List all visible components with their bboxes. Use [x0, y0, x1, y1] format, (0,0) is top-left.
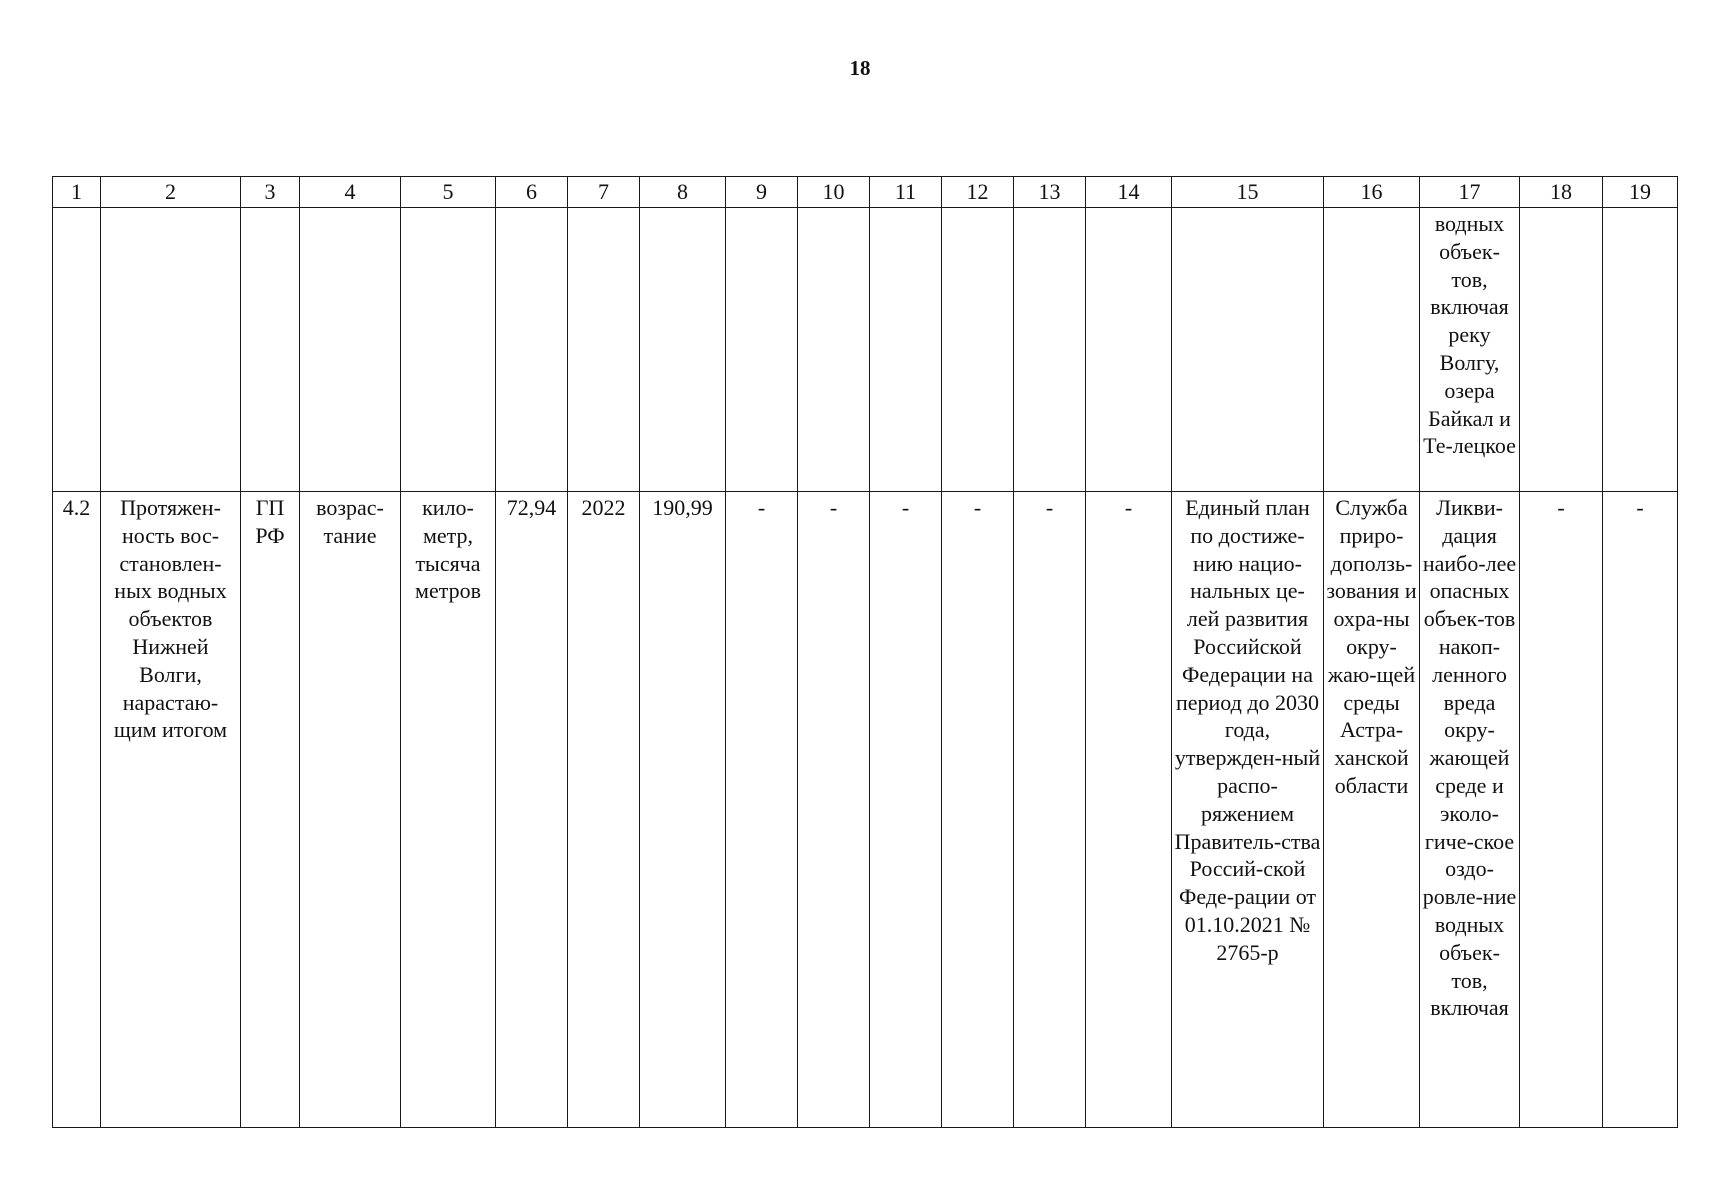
- table-cell: возрас-тание: [300, 492, 401, 1128]
- table-cell: -: [726, 492, 798, 1128]
- table-cell: [53, 208, 101, 492]
- page-number: 18: [849, 56, 871, 80]
- header-cell: 17: [1420, 177, 1520, 208]
- table-cell: 72,94: [496, 492, 568, 1128]
- table-cell: -: [870, 492, 942, 1128]
- table-cell: [568, 208, 640, 492]
- table-cell: -: [1520, 492, 1603, 1128]
- table-cell: -: [1014, 492, 1086, 1128]
- header-cell: 19: [1603, 177, 1678, 208]
- table-cell: [496, 208, 568, 492]
- header-cell: 1: [53, 177, 101, 208]
- table-cell: Протяжен-ность вос-становлен-ных водных объектов Нижней Волги, нарастаю-щим итогом: [101, 492, 241, 1128]
- table-cell: [870, 208, 942, 492]
- table-cell: -: [1603, 492, 1678, 1128]
- table-cell: [1603, 208, 1678, 492]
- header-cell: 18: [1520, 177, 1603, 208]
- header-cell: 2: [101, 177, 241, 208]
- header-cell: 10: [798, 177, 870, 208]
- table-cell: Ликви-дация наибо-лее опасных объек-тов накоп-ленного вреда окру-жающей среде и эколо-гиче-ское оздо-ровле-ние водных объек-тов, включая: [1420, 492, 1520, 1128]
- table-cell: [942, 208, 1014, 492]
- table-cell: [1324, 208, 1420, 492]
- table-cell: -: [942, 492, 1014, 1128]
- header-cell: 6: [496, 177, 568, 208]
- table-row: [53, 492, 1678, 1128]
- table-cell: [1172, 208, 1324, 492]
- table-cell: Единый план по достиже-нию нацио-нальных це-лей развития Российской Федерации на период до 2030 года, утвержден-ный распо-ряжением Правитель-ства Россий-ской Феде-рации от 01.10.2021 № 2765-р: [1172, 492, 1324, 1128]
- table-cell: 190,99: [640, 492, 726, 1128]
- table-cell: кило-метр, тысяча метров: [401, 492, 496, 1128]
- table-header-row: [53, 177, 1678, 208]
- header-cell: 14: [1086, 177, 1172, 208]
- table-cell: [300, 208, 401, 492]
- table-cell: -: [798, 492, 870, 1128]
- header-cell: 13: [1014, 177, 1086, 208]
- table-cell: ГП РФ: [241, 492, 300, 1128]
- table-cell: [1086, 208, 1172, 492]
- header-cell: 5: [401, 177, 496, 208]
- header-cell: 16: [1324, 177, 1420, 208]
- table-cell: [241, 208, 300, 492]
- header-cell: 7: [568, 177, 640, 208]
- header-cell: 11: [870, 177, 942, 208]
- table-cell: [101, 208, 241, 492]
- header-cell: 15: [1172, 177, 1324, 208]
- table-cell: [640, 208, 726, 492]
- indicator-table: [52, 176, 1678, 1128]
- header-cell: 3: [241, 177, 300, 208]
- table-cell: [1520, 208, 1603, 492]
- table-row: [53, 208, 1678, 492]
- header-cell: 4: [300, 177, 401, 208]
- table-cell: 2022: [568, 492, 640, 1128]
- table-cell: [726, 208, 798, 492]
- table-cell: [401, 208, 496, 492]
- header-cell: 8: [640, 177, 726, 208]
- table-cell: [798, 208, 870, 492]
- table-cell: 4.2: [53, 492, 101, 1128]
- table-cell: [1014, 208, 1086, 492]
- table-cell: водных объек-тов, включая реку Волгу, озера Байкал и Те-лецкое: [1420, 208, 1520, 492]
- header-cell: 12: [942, 177, 1014, 208]
- table-cell: -: [1086, 492, 1172, 1128]
- table-cell: Служба приро-доползь-зования и охра-ны окру-жаю-щей среды Астра-ханской области: [1324, 492, 1420, 1128]
- header-cell: 9: [726, 177, 798, 208]
